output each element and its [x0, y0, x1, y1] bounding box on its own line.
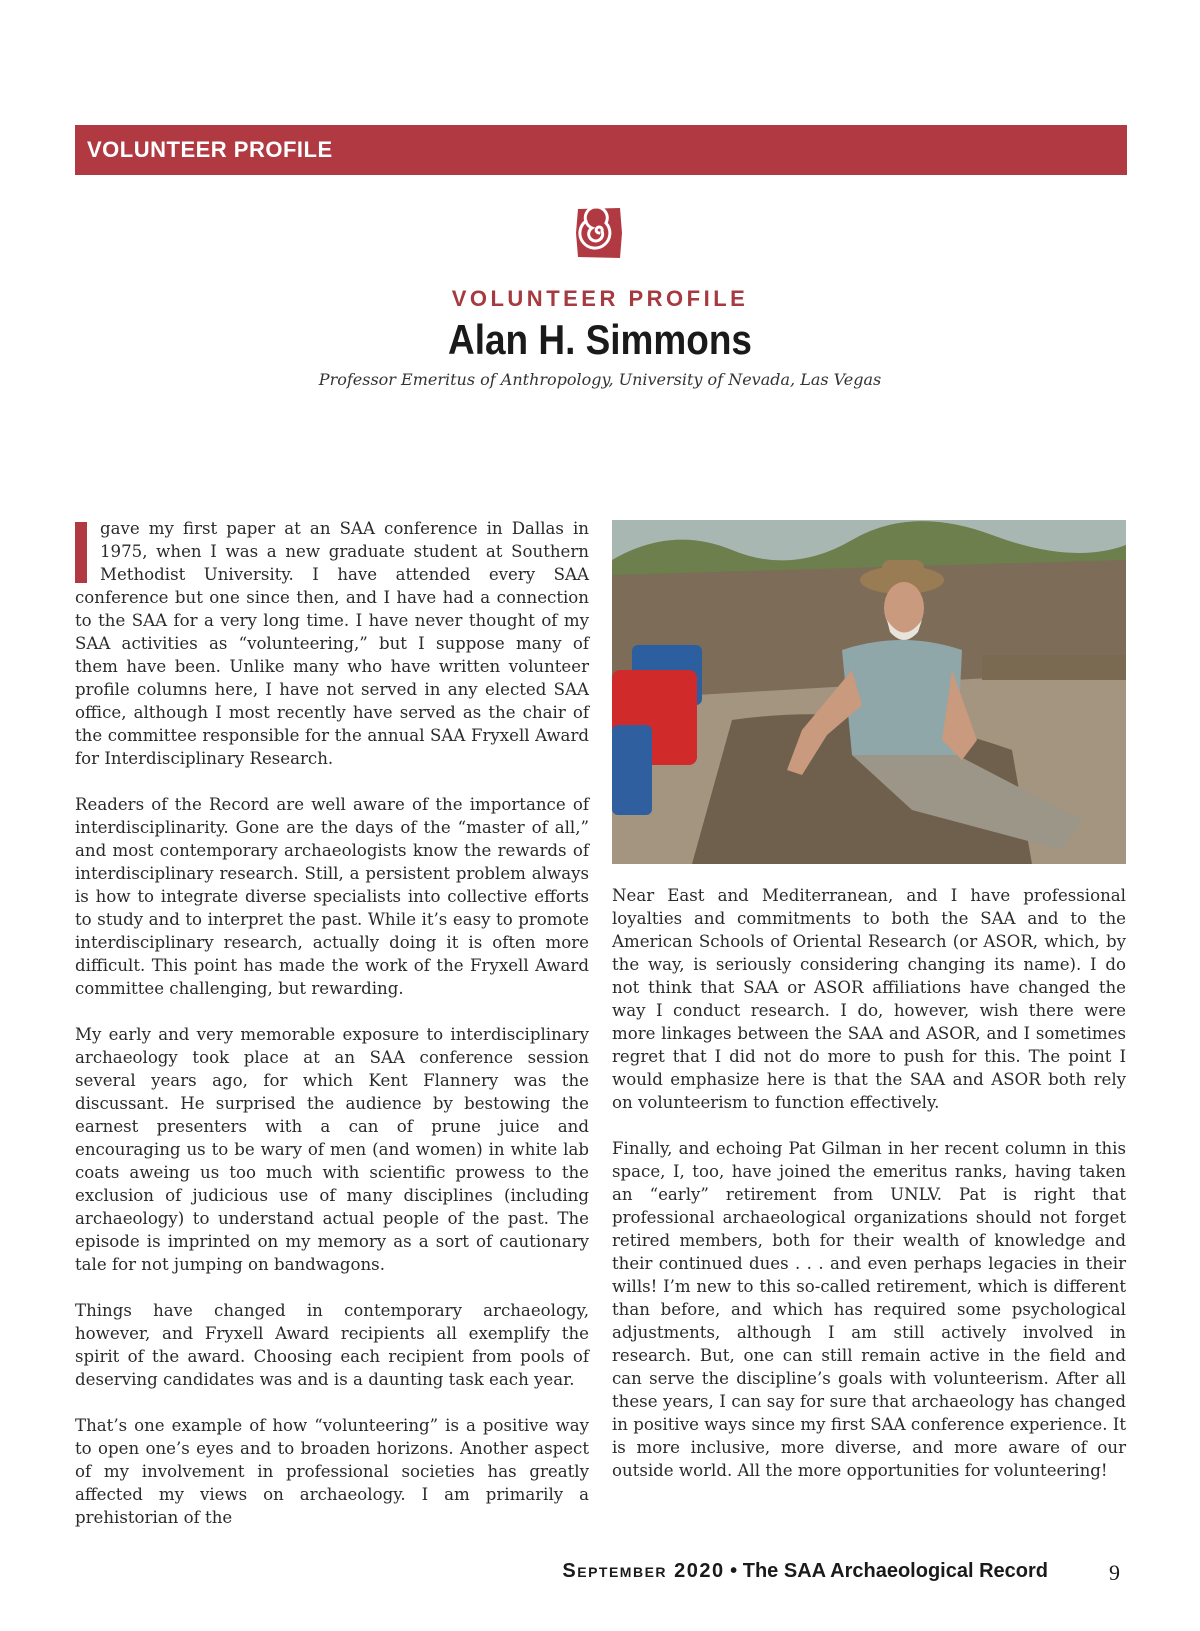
- article-paragraph: Finally, and echoing Pat Gilman in her recent column in this space, I, too, have joined the emeritus ranks, having taken an “early” retirement from UNLV. Pat is right that professional archaeological organizations should not forget retired members, both for their wealth of knowledge and their continued dues . . . and even perhaps legacies in their wills! I’m new to this so-called retirement, which is different than before, and which has required some psychological adjustments, although I am still actively involved in research. But, one can still remain active in the field and can serve the discipline’s goals with volunteerism. After all these years, I can say for sure that archaeology has changed in positive ways since my first SAA conference experience. It is more inclusive, more diverse, and more aware of our outside world. All the more opportunities for volunteering!: [612, 1139, 1126, 1480]
- article-paragraph: Readers of the Record are well aware of the importance of interdisciplinarity. Gone are the days of the “master of all,” and most contemporary archaeologists know the rewards of interdisciplinary research. Still, a persistent problem always is how to integrate diverse specialists into collective efforts to study and to interpret the past. While it’s easy to promote interdisciplinary research, actually doing it is often more difficult. This point has made the work of the Fryxell Award committee challenging, but rewarding.: [75, 795, 589, 998]
- profile-photo: [612, 520, 1126, 864]
- article-paragraph: That’s one example of how “volunteering” is a positive way to open one’s eyes and to broaden horizons. Another aspect of my involvement in professional societies has greatly affected my views on archaeology. I am primarily a prehistorian of the: [75, 1416, 589, 1527]
- profile-name: Alan H. Simmons: [448, 316, 752, 363]
- article-column-right: [612, 884, 1126, 1505]
- footer-journal-line: [562, 1560, 1048, 1583]
- article-column-left: [75, 517, 589, 1552]
- footer-journal-title: The SAA Archaeological Record: [742, 1560, 1048, 1582]
- profile-affiliation: Professor Emeritus of Anthropology, University of Nevada, Las Vegas: [318, 370, 882, 389]
- section-banner: [75, 125, 1127, 175]
- spiral-icon: [574, 206, 624, 260]
- paragraph-text: gave my first paper at an SAA conference in Dallas in 1975, when I was a new graduate student at Southern Methodist University. I have attended every SAA conference but one since then, and I have had a connection to the SAA for a very long time. I have never thought of my SAA activities as “volunteering,” but I suppose many of them have been. Unlike many who have written volunteer profile columns here, I have not served in any elected SAA office, although I most recently have served as the chair of the committee responsible for the annual SAA Fryxell Award for Interdisciplinary Research.: [75, 519, 589, 768]
- article-paragraph: My early and very memorable exposure to interdisciplinary archaeology took place at an SAA conference session several years ago, for which Kent Flannery was the discussant. He surprised the audience by bestowing the earnest presenters with a can of prune juice and encouraging us to be wary of men (and women) in white lab coats aweing us too much with scientific prowess to the exclusion of judicious use of many disciplines (including archaeology) to understand actual people of the past. The episode is imprinted on my memory as a sort of cautionary tale for not jumping on bandwagons.: [75, 1025, 589, 1274]
- footer-separator: •: [730, 1560, 738, 1582]
- page-footer: [0, 1560, 1200, 1590]
- article-paragraph: [75, 517, 589, 770]
- article-paragraph: Near East and Mediterranean, and I have professional loyalties and commitments to both the SAA and to the American Schools of Oriental Research (or ASOR, which, by the way, is seriously considering changing its name). I do not think that SAA or ASOR affiliations have changed the way I conduct research. I do, however, wish there were more linkages between the SAA and ASOR, and I sometimes regret that I did not do more to push for this. The point I would emphasize here is that the SAA and ASOR both rely on volunteerism to function effectively.: [612, 886, 1126, 1112]
- footer-month: September 2020: [562, 1560, 725, 1582]
- page-number: 9: [1109, 1560, 1120, 1585]
- drop-cap-bar: [75, 522, 87, 583]
- profile-kicker: VOLUNTEER PROFILE: [451, 286, 749, 311]
- banner-label: VOLUNTEER PROFILE: [87, 137, 333, 162]
- article-paragraph: Things have changed in contemporary archaeology, however, and Fryxell Award recipients all exemplify the spirit of the award. Choosing each recipient from pools of deserving candidates was and is a daunting task each year.: [75, 1301, 589, 1389]
